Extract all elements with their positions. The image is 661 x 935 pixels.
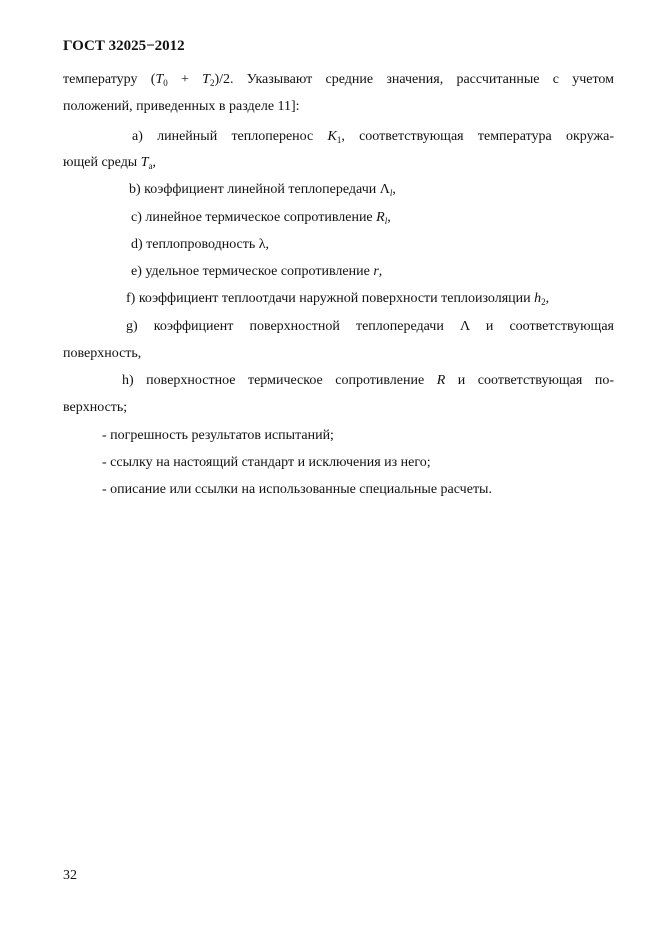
dash-item-3: - описание или ссылки на использованные специальные расчеты. xyxy=(102,482,492,497)
item-f: f) коэффициент теплоотдачи наружной поверхности теплоизоляции $h_2$, xyxy=(126,291,550,307)
dash-item-1: - погрешность результатов испытаний; xyxy=(102,428,334,443)
item-c: c) линейное термическое сопротивление $R_l$, xyxy=(131,210,391,226)
item-e: e) удельное термическое сопротивление r, xyxy=(131,264,383,279)
document-header: ГОСТ 32025−2012 xyxy=(63,38,185,54)
item-b: b) коэффициент линейной теплопередачи $\Lambda_l$, xyxy=(129,182,396,198)
item-d: d) теплопроводность λ, xyxy=(131,237,270,252)
dash-item-2: - ссылку на настоящий стандарт и исключения из него; xyxy=(102,455,431,470)
page-number: 32 xyxy=(63,868,77,883)
